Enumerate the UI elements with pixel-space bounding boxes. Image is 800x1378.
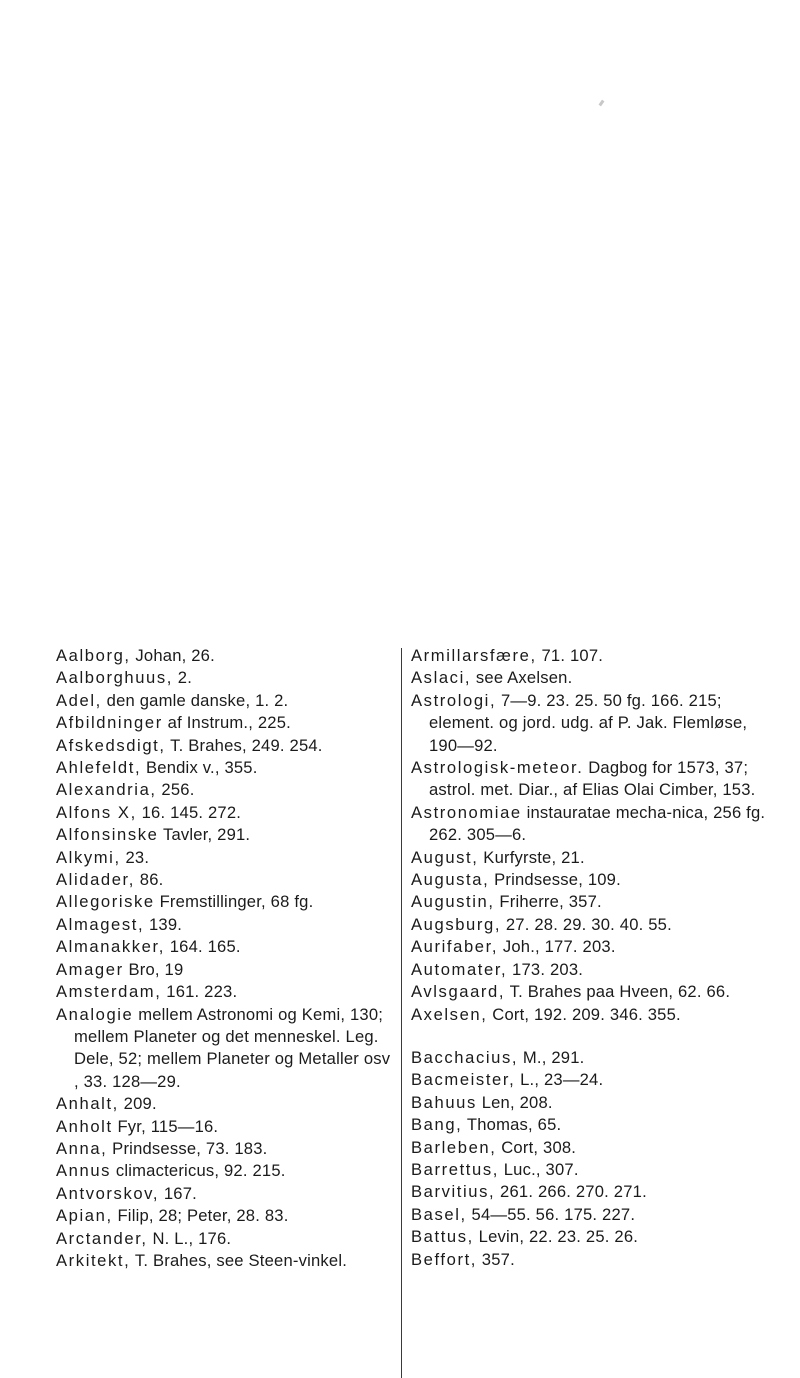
entry-headword: Armillarsfære, bbox=[411, 646, 537, 665]
index-entry bbox=[56, 1205, 394, 1227]
entry-headword: Alfonsinske bbox=[56, 825, 159, 845]
index-entry bbox=[56, 869, 394, 891]
entry-references: den gamle danske, 1. 2. bbox=[101, 690, 289, 710]
entry-headword: Barvitius, bbox=[411, 1182, 496, 1202]
entry-references: 167. bbox=[159, 1183, 197, 1203]
entry-headword: Antvorskov, bbox=[56, 1183, 160, 1203]
entry-headword: Astrologisk-meteor. bbox=[411, 758, 584, 778]
entry-headword: Bahuus bbox=[411, 1092, 477, 1112]
index-entry bbox=[56, 847, 394, 869]
index-column-right bbox=[411, 645, 766, 1271]
index-entry bbox=[411, 959, 766, 981]
index-entry bbox=[56, 914, 394, 936]
index-entry bbox=[56, 1138, 394, 1160]
entry-references: 256. bbox=[156, 780, 195, 800]
entry-references: 71. 107. bbox=[536, 646, 604, 665]
entry-headword: Astronomiae bbox=[411, 802, 522, 822]
index-entry bbox=[411, 1226, 766, 1248]
entry-references: 27. 28. 29. 30. 40. 55. bbox=[501, 914, 672, 934]
index-entry bbox=[411, 757, 766, 802]
index-entry bbox=[411, 1204, 766, 1226]
entry-headword: Anna, bbox=[56, 1138, 108, 1158]
entry-references: Filip, 28; Peter, 28. 83. bbox=[112, 1206, 289, 1226]
index-entry bbox=[411, 1069, 766, 1091]
entry-references: Joh., 177. 203. bbox=[498, 937, 616, 957]
entry-references: 164. 165. bbox=[164, 937, 241, 957]
entry-references: 23. bbox=[120, 847, 150, 867]
index-entry bbox=[56, 735, 394, 757]
entry-references: climactericus, 92. 215. bbox=[111, 1161, 286, 1181]
entry-headword: Augsburg, bbox=[411, 914, 502, 934]
index-entry bbox=[56, 1004, 394, 1094]
entry-references: N. L., 176. bbox=[147, 1228, 232, 1248]
index-entry bbox=[56, 1228, 394, 1250]
index-entry bbox=[56, 645, 394, 667]
entry-headword: Almagest, bbox=[56, 914, 145, 934]
entry-references: Bro, 19 bbox=[123, 959, 184, 979]
entry-headword: Bang, bbox=[411, 1115, 463, 1135]
index-entry bbox=[411, 802, 766, 847]
entry-headword: Avlsgaard, bbox=[411, 982, 506, 1002]
index-section-a bbox=[411, 645, 766, 1026]
index-entry bbox=[411, 1004, 766, 1026]
index-entry bbox=[411, 690, 766, 757]
entry-references: 54—55. 56. 175. 227. bbox=[466, 1204, 636, 1224]
index-entry bbox=[56, 981, 394, 1003]
entry-references: instauratae mecha-nica, 256 fg. 262. 305—6. bbox=[429, 802, 766, 845]
entry-headword: Annus bbox=[56, 1161, 112, 1181]
index-entry bbox=[411, 1137, 766, 1159]
entry-references: 7—9. 23. 25. 50 fg. 166. 215; element. og jord. udg. af P. Jak. Flemløse, 190—92. bbox=[429, 690, 748, 755]
entry-references: 161. 223. bbox=[161, 982, 238, 1002]
paper-speck bbox=[599, 100, 605, 107]
index-entry bbox=[411, 981, 766, 1003]
entry-references: 2. bbox=[173, 668, 193, 688]
entry-headword: August, bbox=[411, 847, 479, 867]
entry-references: 86. bbox=[134, 870, 164, 890]
entry-references: Cort, 192. 209. 346. 355. bbox=[487, 1004, 681, 1024]
index-entry bbox=[56, 959, 394, 981]
index-entry bbox=[411, 936, 766, 958]
entry-references: Kurfyrste, 21. bbox=[478, 847, 585, 867]
entry-references: Thomas, 65. bbox=[462, 1115, 562, 1135]
entry-references: 261. 266. 270. 271. bbox=[495, 1182, 647, 1202]
entry-references: af Instrum., 225. bbox=[162, 713, 291, 733]
entry-references: Fyr, 115—16. bbox=[112, 1116, 219, 1136]
entry-headword: Aurifaber, bbox=[411, 937, 499, 957]
entry-headword: Alidader, bbox=[56, 870, 135, 890]
entry-references: T. Brahes paa Hveen, 62. 66. bbox=[505, 982, 731, 1002]
entry-references: Dagbog for 1573, 37; astrol. met. Diar., af Elias Olai Cimber, 153. bbox=[429, 758, 756, 800]
index-entry bbox=[411, 1047, 766, 1069]
entry-headword: Barleben, bbox=[411, 1137, 497, 1157]
entry-references: Prindsesse, 73. 183. bbox=[107, 1138, 268, 1158]
index-entry bbox=[56, 779, 394, 801]
index-entry bbox=[56, 802, 394, 824]
index-entry bbox=[411, 667, 766, 689]
entry-headword: Aslaci, bbox=[411, 668, 472, 688]
index-entry bbox=[411, 1249, 766, 1271]
entry-references: 139. bbox=[144, 914, 183, 934]
entry-headword: Adel, bbox=[56, 690, 102, 710]
entry-headword: Arctander, bbox=[56, 1228, 148, 1248]
entry-references: Fremstillinger, 68 fg. bbox=[154, 892, 314, 912]
index-entry bbox=[411, 914, 766, 936]
entry-references: 209. bbox=[118, 1094, 157, 1114]
index-section-b bbox=[411, 1047, 766, 1271]
entry-references: Len, 208. bbox=[476, 1092, 553, 1112]
entry-references: 16. 145. 272. bbox=[136, 802, 242, 822]
index-entry bbox=[56, 712, 394, 734]
entry-references: mellem Astronomi og Kemi, 130; mellem Planeter og det menneskel. Leg. Dele, 52; mellem Planeter og Metaller osv , 33. 128—29. bbox=[74, 1004, 391, 1091]
index-entry bbox=[56, 757, 394, 779]
entry-headword: Anhalt, bbox=[56, 1094, 119, 1114]
entry-headword: Analogie bbox=[56, 1004, 134, 1024]
entry-references: 173. 203. bbox=[507, 959, 584, 979]
index-entry bbox=[411, 891, 766, 913]
index-entry bbox=[56, 891, 394, 913]
entry-references: Levin, 22. 23. 25. 26. bbox=[473, 1227, 639, 1247]
entry-headword: Aalborg, bbox=[56, 646, 131, 665]
column-divider bbox=[401, 648, 402, 1378]
entry-references: T. Brahes, see Steen-vinkel. bbox=[130, 1250, 348, 1270]
entry-headword: Augustin, bbox=[411, 892, 495, 912]
index-entry bbox=[411, 1181, 766, 1203]
entry-headword: Bacchacius, bbox=[411, 1047, 519, 1067]
index-entry bbox=[56, 1183, 394, 1205]
entry-headword: Aalborghuus, bbox=[56, 668, 173, 688]
entry-headword: Allegoriske bbox=[56, 892, 155, 912]
index-entry bbox=[56, 1250, 394, 1272]
entry-headword: Alkymi, bbox=[56, 847, 121, 867]
index-entry bbox=[411, 645, 766, 667]
index-entry bbox=[411, 869, 766, 891]
entry-references: Johan, 26. bbox=[130, 646, 215, 665]
entry-headword: Astrologi, bbox=[411, 690, 497, 710]
index-entry bbox=[56, 936, 394, 958]
entry-headword: Afbildninger bbox=[56, 713, 163, 733]
index-entry bbox=[56, 1160, 394, 1182]
entry-headword: Apian, bbox=[56, 1206, 113, 1226]
entry-headword: Barrettus, bbox=[411, 1159, 499, 1179]
entry-references: 357. bbox=[477, 1249, 515, 1269]
entry-headword: Ahlefeldt, bbox=[56, 758, 142, 778]
entry-references: Prindsesse, 109. bbox=[489, 870, 621, 890]
section-gap bbox=[411, 1026, 766, 1047]
entry-references: Bendix v., 355. bbox=[141, 758, 258, 778]
entry-headword: Battus, bbox=[411, 1227, 474, 1247]
index-entry bbox=[56, 1116, 394, 1138]
entry-headword: Bacmeister, bbox=[411, 1070, 516, 1090]
entry-headword: Anholt bbox=[56, 1116, 113, 1136]
entry-references: Cort, 308. bbox=[496, 1137, 577, 1157]
entry-headword: Augusta, bbox=[411, 870, 490, 890]
entry-headword: Almanakker, bbox=[56, 937, 165, 957]
entry-headword: Automater, bbox=[411, 959, 508, 979]
entry-headword: Basel, bbox=[411, 1204, 467, 1224]
entry-references: Friherre, 357. bbox=[494, 892, 602, 912]
index-entry bbox=[411, 1092, 766, 1114]
entry-headword: Amager bbox=[56, 959, 124, 979]
entry-headword: Amsterdam, bbox=[56, 982, 162, 1002]
index-entry bbox=[411, 1114, 766, 1136]
index-column-left bbox=[56, 645, 394, 1272]
entry-references: see Axelsen. bbox=[471, 668, 573, 688]
entry-references: Luc., 307. bbox=[498, 1159, 579, 1179]
index-entry bbox=[411, 847, 766, 869]
entry-headword: Beffort, bbox=[411, 1249, 477, 1269]
entry-headword: Afskedsdigt, bbox=[56, 735, 166, 755]
entry-references: T. Brahes, 249. 254. bbox=[165, 735, 323, 755]
index-entry bbox=[56, 1093, 394, 1115]
index-entry bbox=[56, 667, 394, 689]
index-entry bbox=[56, 824, 394, 846]
entry-references: L., 23—24. bbox=[515, 1070, 604, 1090]
entry-headword: Arkitekt, bbox=[56, 1250, 131, 1270]
entry-references: Tavler, 291. bbox=[158, 825, 251, 845]
entry-references: M., 291. bbox=[518, 1047, 585, 1067]
index-entry bbox=[411, 1159, 766, 1181]
entry-headword: Alfons X, bbox=[56, 802, 137, 822]
entry-headword: Axelsen, bbox=[411, 1004, 488, 1024]
index-entry bbox=[56, 690, 394, 712]
entry-headword: Alexandria, bbox=[56, 780, 157, 800]
